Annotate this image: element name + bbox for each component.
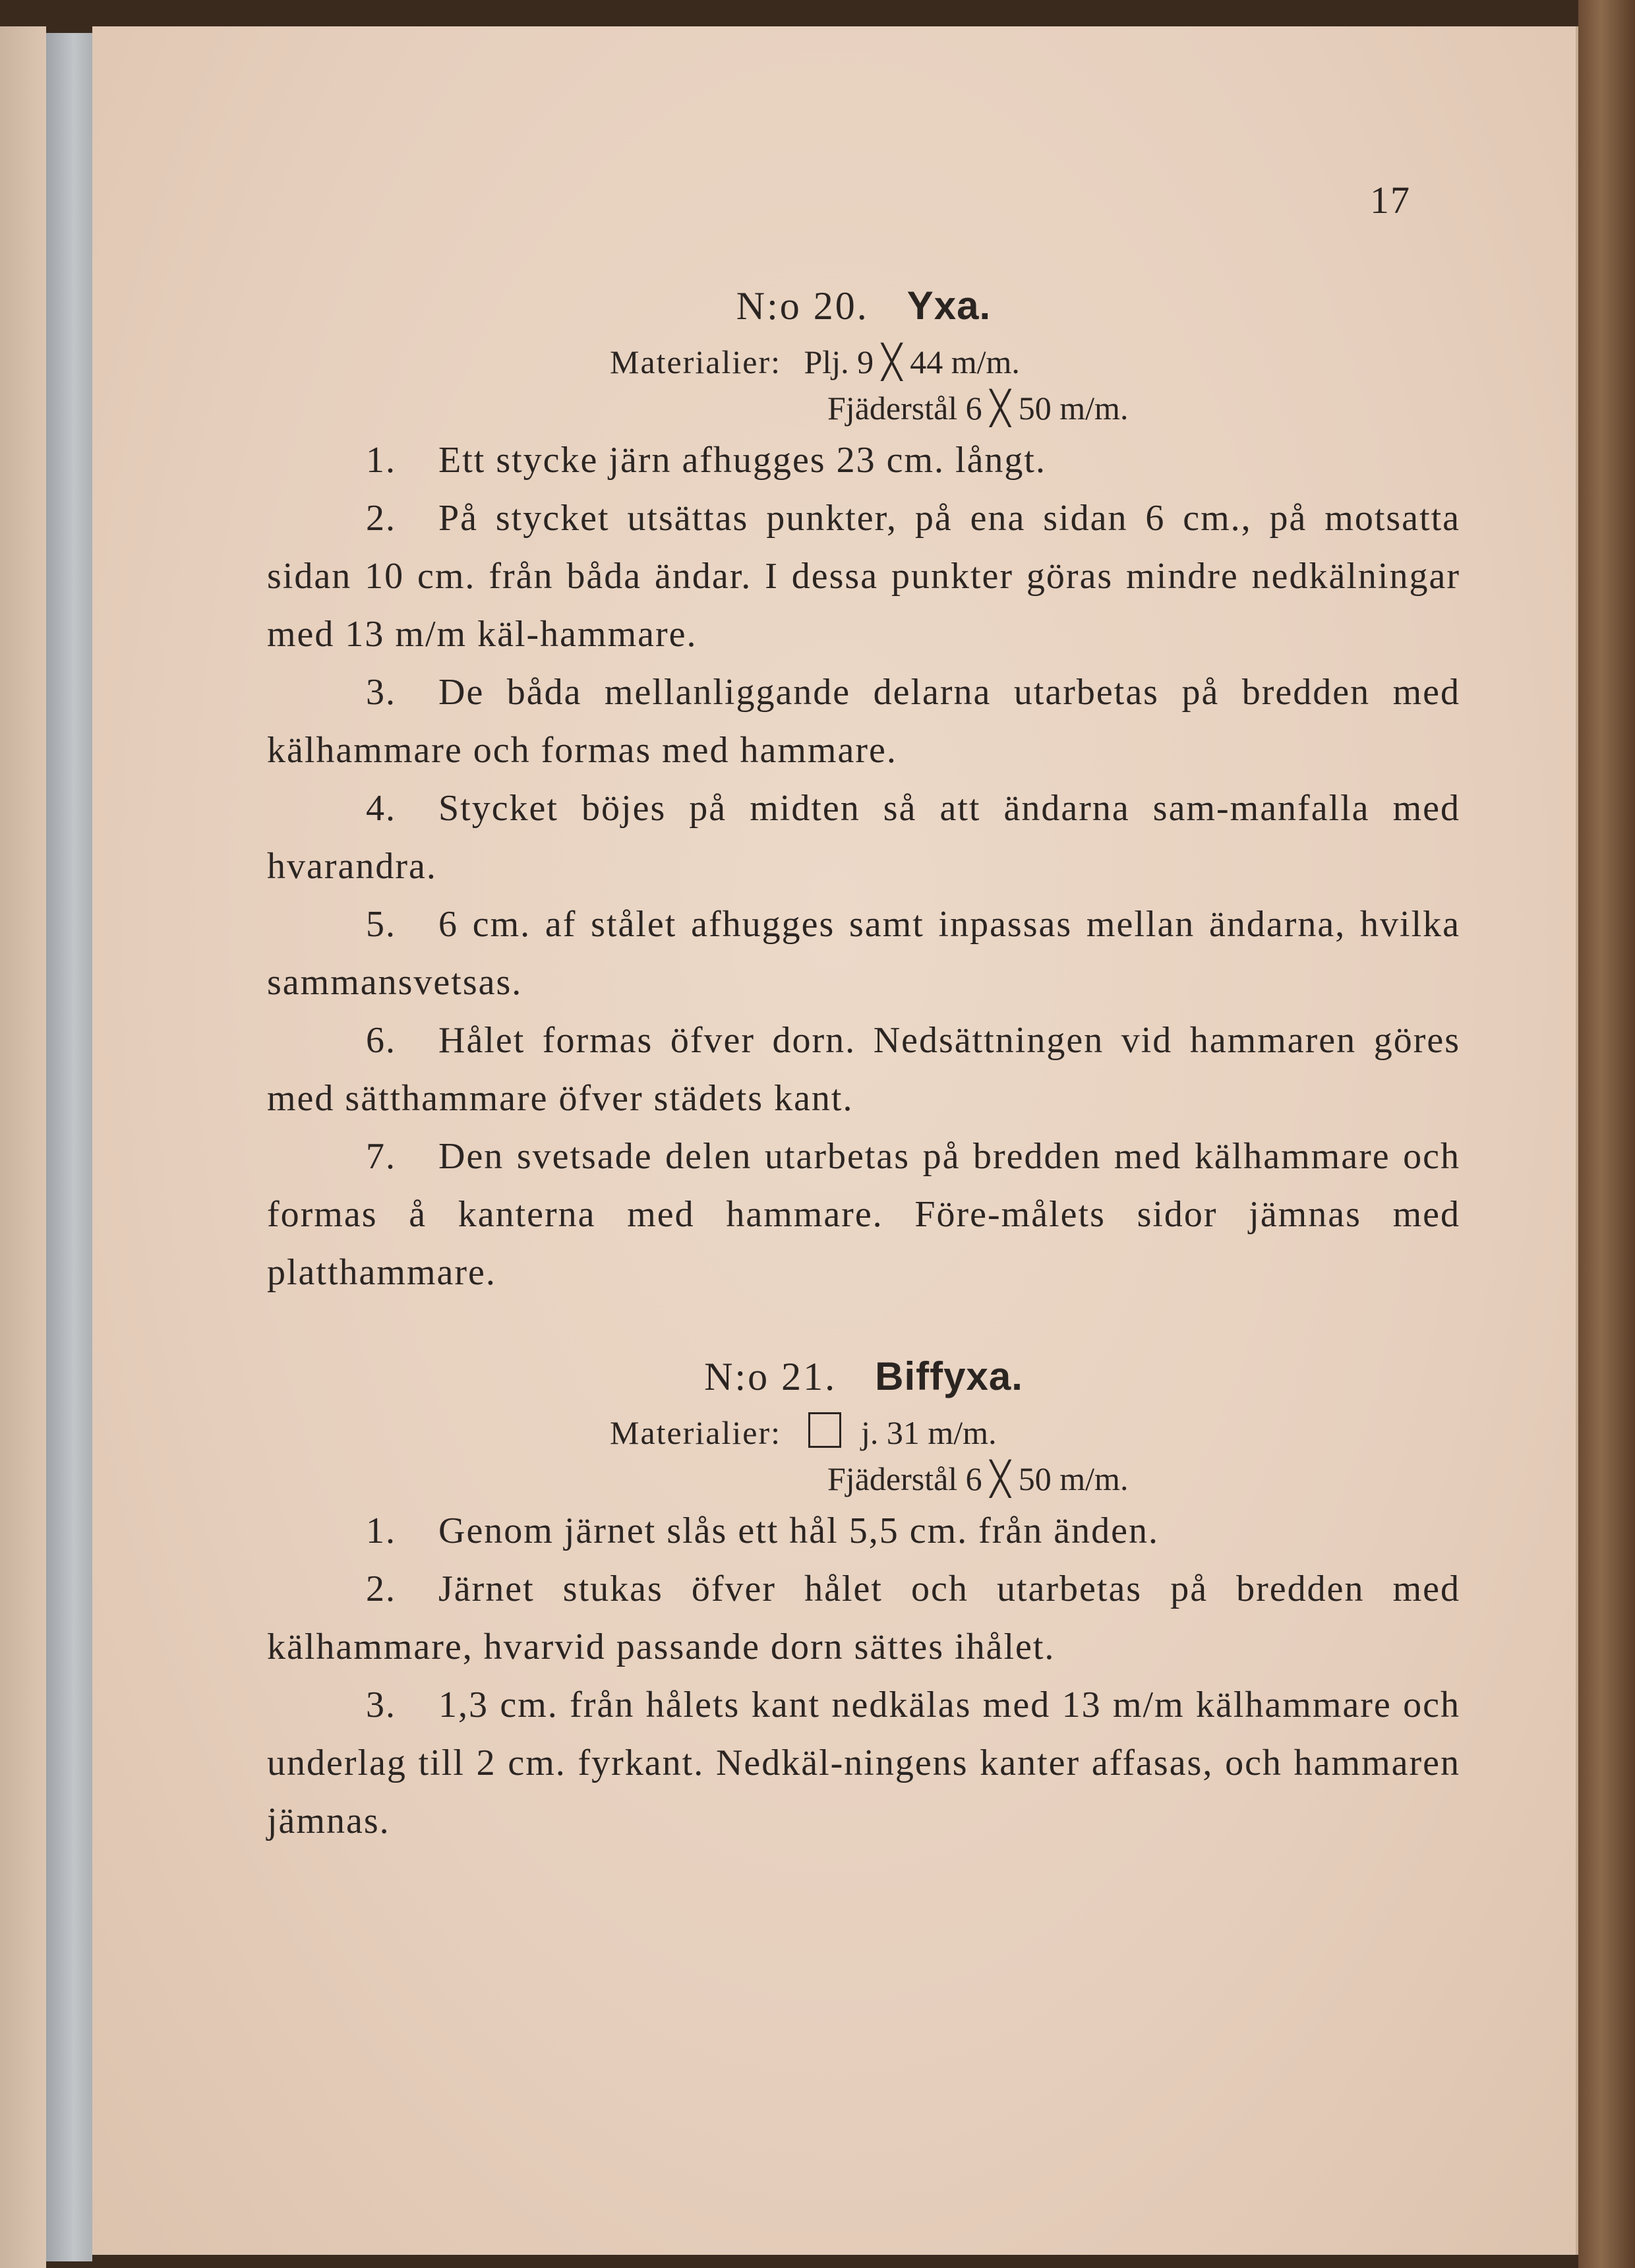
step-text: 1,3 cm. från hålets kant nedkälas med 13 m/m kälhammare och underlag till 2 cm. fyrkant. Nedkäl-ningens kanter affasas, och hammaren jämnas. bbox=[267, 1685, 1460, 1841]
section-biffyxa bbox=[267, 1348, 1460, 1850]
materials-line: Fjäderstål 6 ╳ 50 m/m. bbox=[827, 390, 1129, 427]
section-title: Biffyxa. bbox=[875, 1354, 1023, 1398]
step-paragraph bbox=[267, 431, 1460, 489]
step-paragraph bbox=[267, 663, 1460, 779]
page-content bbox=[267, 277, 1460, 1850]
materials-line: Fjäderstål 6 ╳ 50 m/m. bbox=[827, 1460, 1129, 1497]
materials-label: Materialier: bbox=[610, 1414, 781, 1451]
step-text: Järnet stukas öfver hålet och utarbetas på bredden med kälhammare, hvarvid passande dorn sättes ihålet. bbox=[267, 1568, 1460, 1667]
step-paragraph bbox=[267, 1502, 1460, 1560]
step-paragraph bbox=[267, 1127, 1460, 1301]
step-paragraph bbox=[267, 895, 1460, 1011]
gutter-strip bbox=[46, 33, 92, 2261]
materials-block bbox=[267, 1410, 1460, 1502]
step-text: Genom järnet slås ett hål 5,5 cm. från änden. bbox=[438, 1510, 1159, 1551]
section-heading bbox=[267, 277, 1460, 335]
step-text: På stycket utsättas punkter, på ena sidan 6 cm., på motsatta sidan 10 cm. från båda ändar. I dessa punkter göras mindre nedkälningar med 13 m/m käl-hammare. bbox=[267, 498, 1460, 655]
book-binding bbox=[1578, 0, 1635, 2268]
step-paragraph bbox=[267, 779, 1460, 895]
step-number: 2. bbox=[366, 498, 396, 539]
step-paragraph bbox=[267, 489, 1460, 663]
page-number: 17 bbox=[1370, 179, 1411, 222]
materials-block bbox=[267, 339, 1460, 431]
step-number: 3. bbox=[366, 672, 396, 713]
materials-line: j. 31 m/m. bbox=[861, 1414, 997, 1451]
step-paragraph bbox=[267, 1560, 1460, 1676]
step-text: Ett stycke järn afhugges 23 cm. långt. bbox=[438, 440, 1046, 481]
section-gap bbox=[267, 1301, 1460, 1348]
book-page bbox=[92, 26, 1578, 2255]
step-text: Stycket böjes på midten så att ändarna sam-manfalla med hvarandra. bbox=[267, 788, 1460, 887]
section-number: N:o 20. bbox=[736, 284, 869, 328]
section-title: Yxa. bbox=[907, 284, 992, 328]
materials-line: Plj. 9 ╳ 44 m/m. bbox=[804, 343, 1020, 380]
step-paragraph bbox=[267, 1676, 1460, 1850]
section-heading bbox=[267, 1348, 1460, 1406]
step-number: 6. bbox=[366, 1020, 396, 1061]
materials-label: Materialier: bbox=[610, 343, 781, 380]
step-number: 2. bbox=[366, 1568, 396, 1609]
step-paragraph bbox=[267, 1011, 1460, 1127]
section-yxa bbox=[267, 277, 1460, 1301]
left-page-edge bbox=[0, 26, 46, 2268]
step-text: 6 cm. af stålet afhugges samt inpassas mellan ändarna, hvilka sammansvetsas. bbox=[267, 904, 1460, 1003]
step-text: De båda mellanliggande delarna utarbetas på bredden med kälhammare och formas med hammare. bbox=[267, 672, 1460, 771]
step-number: 7. bbox=[366, 1136, 396, 1177]
square-bar-icon bbox=[808, 1412, 841, 1448]
step-number: 4. bbox=[366, 788, 396, 829]
section-number: N:o 21. bbox=[704, 1355, 837, 1398]
step-text: Hålet formas öfver dorn. Nedsättningen vid hammaren göres med sätthammare öfver städets kant. bbox=[267, 1020, 1460, 1119]
step-number: 1. bbox=[366, 1510, 396, 1551]
step-text: Den svetsade delen utarbetas på bredden med kälhammare och formas å kanterna med hammare. Före-målets sidor jämnas med platthammare. bbox=[267, 1136, 1460, 1293]
step-number: 3. bbox=[366, 1685, 396, 1725]
step-number: 5. bbox=[366, 904, 396, 945]
step-number: 1. bbox=[366, 440, 396, 481]
